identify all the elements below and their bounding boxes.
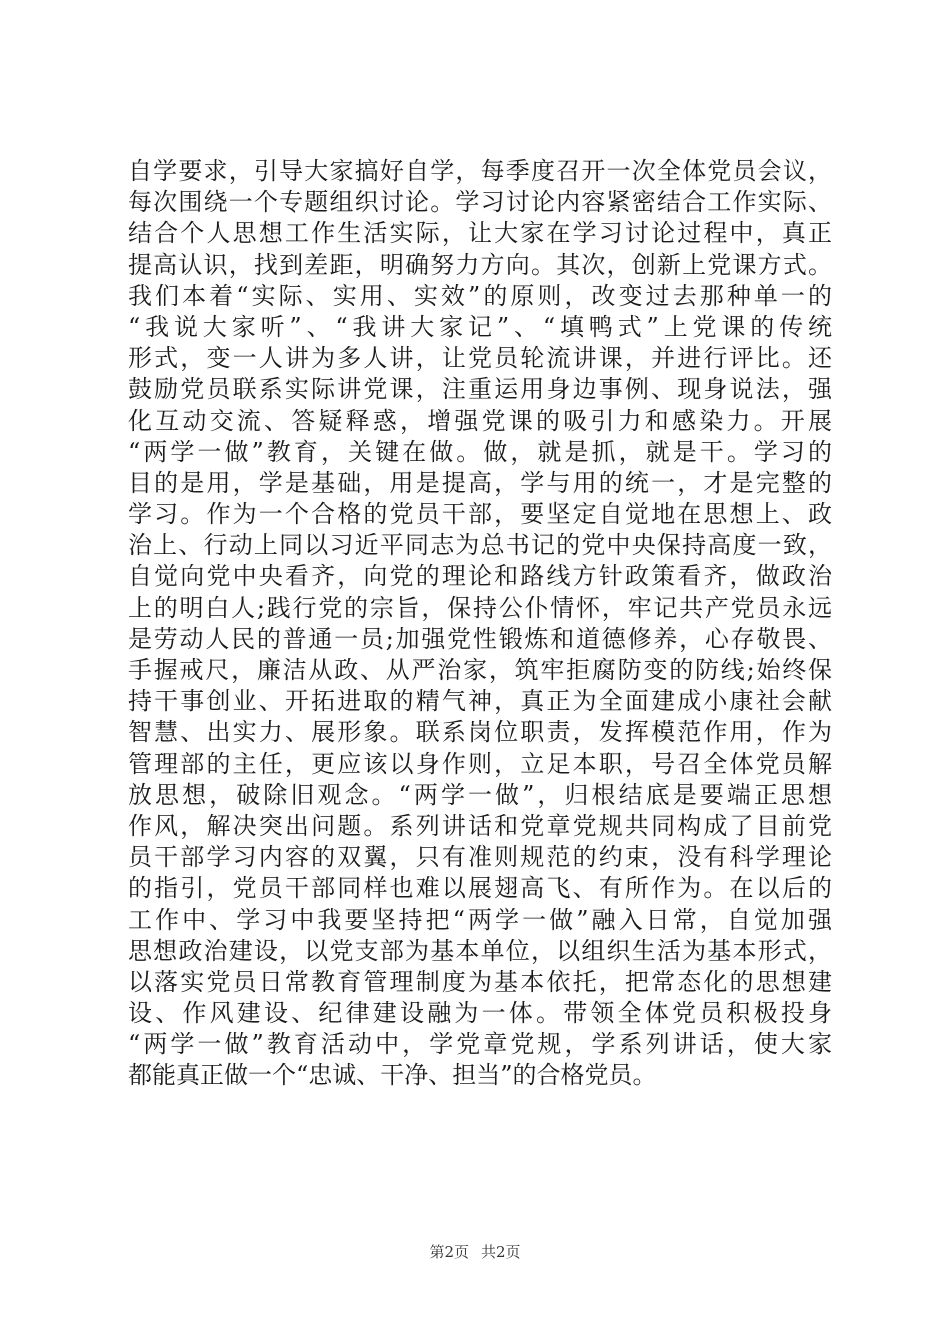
- text-line: 治上、行动上同以习近平同志为总书记的党中央保持高度一致，: [128, 531, 832, 560]
- text-line: 自学要求，引导大家搞好自学，每季度召开一次全体党员会议，: [128, 157, 832, 185]
- page-footer: [0, 1242, 950, 1262]
- text-line: 员干部学习内容的双翼，只有准则规范的约束，没有科学理论: [128, 843, 832, 872]
- text-line: 形式，变一人讲为多人讲，让党员轮流讲课，并进行评比。还: [128, 344, 832, 373]
- page-number-total: 共2页: [481, 1243, 521, 1261]
- text-line: 结合个人思想工作生活实际，让大家在学习讨论过程中，真正: [128, 219, 832, 248]
- text-line: 作风，解决突出问题。系列讲话和党章党规共同构成了目前党: [128, 811, 832, 840]
- text-line: 放思想，破除旧观念。“两学一做”，归根结底是要端正思想: [128, 780, 832, 809]
- text-line: 每次围绕一个专题组织讨论。学习讨论内容紧密结合工作实际、: [128, 188, 832, 217]
- text-line: 鼓励党员联系实际讲党课，注重运用身边事例、现身说法，强: [128, 375, 832, 404]
- text-line: 设、作风建设、纪律建设融为一体。带领全体党员积极投身: [128, 999, 832, 1028]
- text-line: 我们本着“实际、实用、实效”的原则，改变过去那种单一的: [128, 281, 832, 310]
- text-line: 的指引，党员干部同样也难以展翅高飞、有所作为。在以后的: [128, 874, 832, 903]
- text-line: 思想政治建设，以党支部为基本单位，以组织生活为基本形式，: [128, 936, 832, 965]
- text-line: “两学一做”教育，关键在做。做，就是抓，就是干。学习的: [128, 437, 832, 466]
- text-line: 持干事创业、开拓进取的精气神，真正为全面建成小康社会献: [128, 687, 832, 716]
- text-line: 目的是用，学是基础，用是提高，学与用的统一，才是完整的: [128, 468, 832, 497]
- text-line: 手握戒尺，廉洁从政、从严治家，筑牢拒腐防变的防线;始终保: [128, 656, 832, 684]
- text-line: 以落实党员日常教育管理制度为基本依托，把常态化的思想建: [128, 967, 832, 996]
- text-line: 学习。作为一个合格的党员干部，要坚定自觉地在思想上、政: [128, 500, 832, 529]
- text-line: 都能真正做一个“忠诚、干净、担当”的合格党员。: [128, 1061, 657, 1090]
- text-line: 自觉向党中央看齐，向党的理论和路线方针政策看齐，做政治: [128, 562, 832, 591]
- text-line: 上的明白人;践行党的宗旨，保持公仆情怀，牢记共产党员永远: [128, 593, 832, 622]
- text-line: 管理部的主任，更应该以身作则，立足本职，号召全体党员解: [128, 749, 832, 778]
- text-line: “我说大家听”、“我讲大家记”、“填鸭式”上党课的传统: [128, 312, 832, 341]
- page-number-current: 第2页: [429, 1243, 469, 1261]
- text-line: 工作中、学习中我要坚持把“两学一做”融入日常，自觉加强: [128, 905, 832, 934]
- text-line: 提高认识，找到差距，明确努力方向。其次，创新上党课方式。: [128, 250, 832, 279]
- body-paragraph: [128, 156, 832, 1092]
- text-line: 智慧、出实力、展形象。联系岗位职责，发挥模范作用，作为: [128, 718, 832, 747]
- text-line: 是劳动人民的普通一员;加强党性锻炼和道德修养，心存敬畏、: [128, 624, 832, 653]
- text-line: 化互动交流、答疑释惑，增强党课的吸引力和感染力。开展: [128, 406, 832, 435]
- text-line: “两学一做”教育活动中，学党章党规，学系列讲话，使大家: [128, 1030, 832, 1059]
